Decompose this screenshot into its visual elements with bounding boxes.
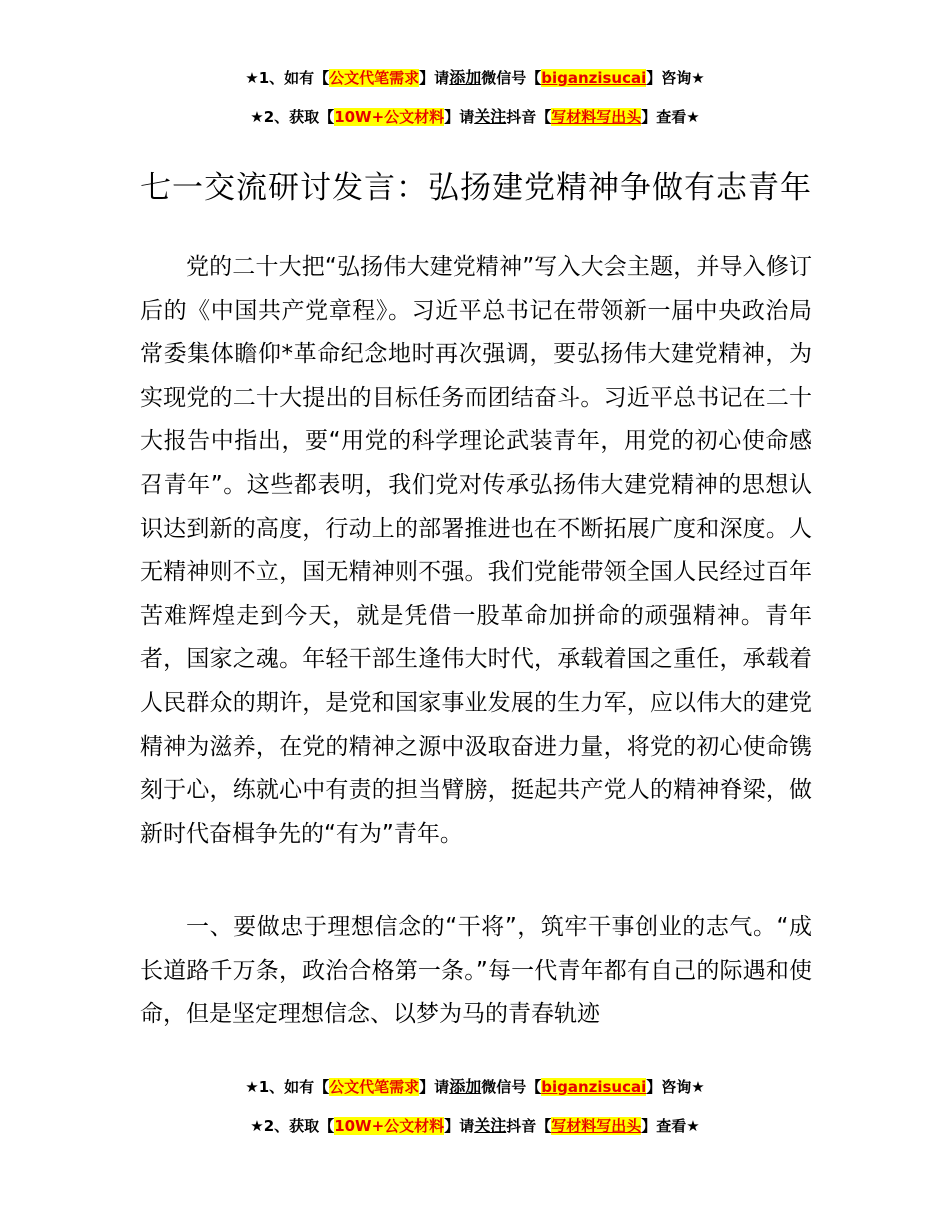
promo-suffix: 】咨询★ xyxy=(646,1078,705,1096)
body-paragraph: 一、要做忠于理想信念的“干将”，筑牢干事创业的志气。“成长道路千万条，政治合格第一条。”每一代青年都有自己的际遇和使命，但是坚定理想信念、以梦为马的青春轨迹 xyxy=(140,914,812,1028)
promo-line-wechat-top xyxy=(0,67,950,89)
promo-line-douyin-top xyxy=(0,106,950,128)
promo-prefix: ★1、如有【 xyxy=(245,69,330,87)
promo-prefix: ★2、获取【 xyxy=(250,108,335,126)
promo-text: 】请 xyxy=(444,108,475,126)
promo-highlight-service: 公文代笔需求 xyxy=(329,69,420,87)
promo-text: 抖音【 xyxy=(506,1117,552,1135)
promo-emphasis: 关注 xyxy=(474,107,507,126)
promo-emphasis: 添加 xyxy=(449,1077,482,1096)
promo-text: 微信号【 xyxy=(481,1078,542,1096)
promo-highlight-service: 公文代笔需求 xyxy=(329,1078,420,1096)
body-paragraph: 党的二十大把“弘扬伟大建党精神”写入大会主题，并导入修订后的《中国共产党章程》。习近平总书记在带领新一届中央政治局常委集体瞻仰*革命纪念地时再次强调，要弘扬伟大建党精神，为实现党的二十大提出的目标任务而团结奋斗。习近平总书记在二十大报告中指出，要“用党的科学理论武装青年，用党的初心使命感召青年”。这些都表明，我们党对传承弘扬伟大建党精神的思想认识达到新的高度，行动上的部署推进也在不断拓展广度和深度。人无精神则不立，国无精神则不强。我们党能带领全国人民经过百年苦难辉煌走到今天，就是凭借一股革命加拼命的顽强精神。青年者，国家之魂。年轻干部生逢伟大时代，承载着国之重任，承载着人民群众的期许，是党和国家事业发展的生力军，应以伟大的建党精神为滋养，在党的精神之源中汲取奋进力量，将党的初心使命镌刻于心，练就心中有责的担当臂膀，挺起共产党人的精神脊梁，做新时代奋楫争先的“有为”青年。 xyxy=(140,254,812,847)
promo-text: 抖音【 xyxy=(506,108,552,126)
promo-emphasis: 关注 xyxy=(474,1116,507,1135)
promo-highlight-materials: 10W+公文材料 xyxy=(334,108,445,126)
promo-line-wechat-bottom xyxy=(0,1076,950,1098)
promo-prefix: ★2、获取【 xyxy=(250,1117,335,1135)
promo-suffix: 】查看★ xyxy=(641,1117,700,1135)
promo-line-douyin-bottom xyxy=(0,1115,950,1137)
promo-highlight-douyin-id: 写材料写出头 xyxy=(551,1117,642,1135)
promo-text: 微信号【 xyxy=(481,69,542,87)
promo-text: 】请 xyxy=(444,1117,475,1135)
promo-highlight-wechat-id: biganzisucai xyxy=(541,69,647,87)
promo-text: 】请 xyxy=(419,69,450,87)
promo-emphasis: 添加 xyxy=(449,68,482,87)
promo-highlight-materials: 10W+公文材料 xyxy=(334,1117,445,1135)
promo-text: 】请 xyxy=(419,1078,450,1096)
document-title: 七一交流研讨发言：弘扬建党精神争做有志青年 xyxy=(140,169,812,206)
promo-highlight-douyin-id: 写材料写出头 xyxy=(551,108,642,126)
promo-suffix: 】查看★ xyxy=(641,108,700,126)
promo-highlight-wechat-id: biganzisucai xyxy=(541,1078,647,1096)
promo-prefix: ★1、如有【 xyxy=(245,1078,330,1096)
promo-suffix: 】咨询★ xyxy=(646,69,705,87)
